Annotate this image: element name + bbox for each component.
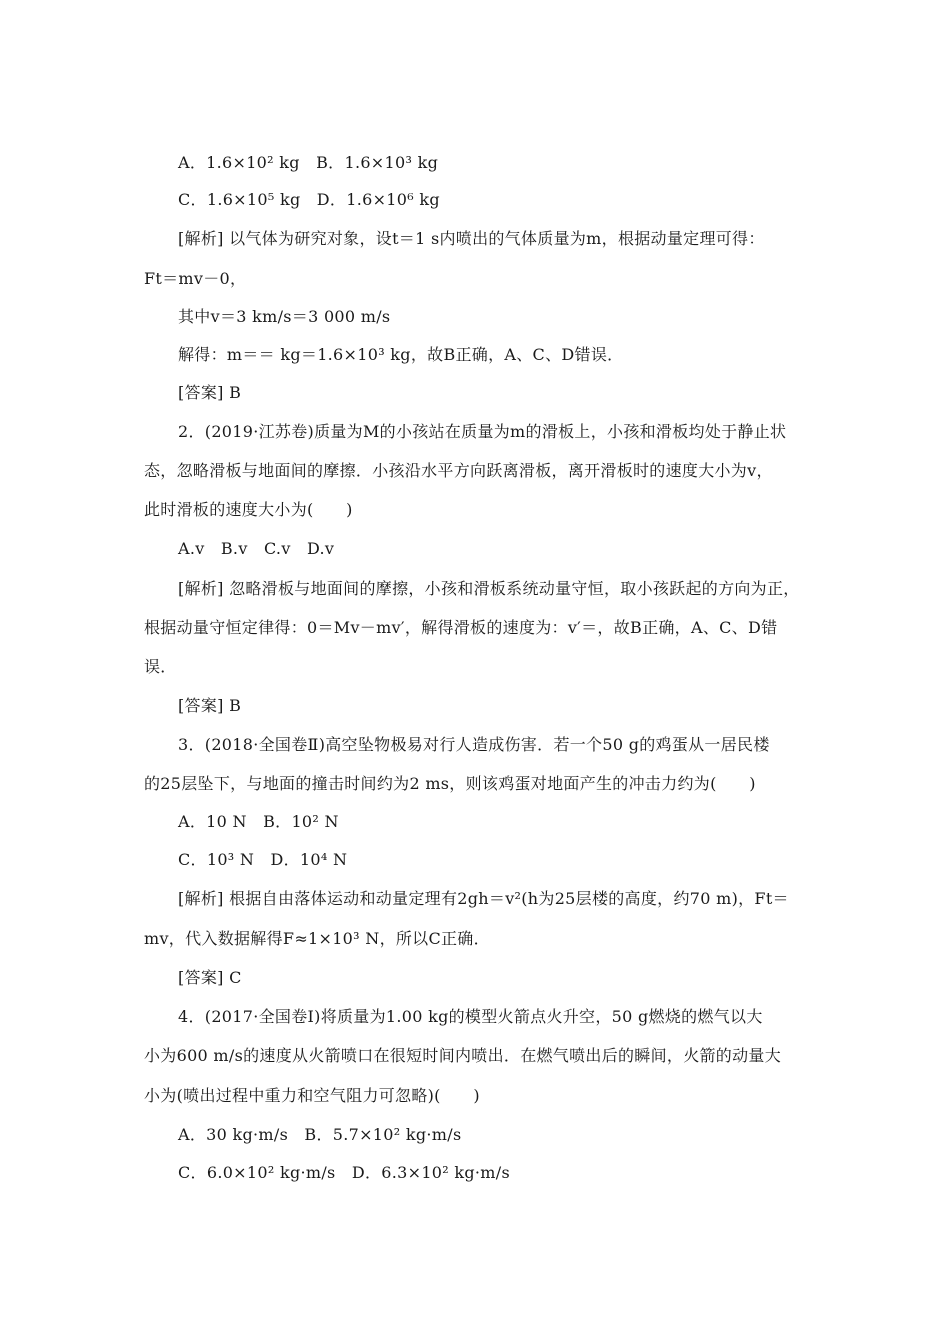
q4-stem-line-3: 小为(喷出过程中重力和空气阻力可忽略)( ) — [144, 1086, 480, 1105]
q3-options-cd: C．10³ N D．10⁴ N — [178, 850, 348, 869]
q2-stem-line-1: 2．(2019·江苏卷)质量为M的小孩站在质量为m的滑板上，小孩和滑板均处于静止状 — [178, 422, 787, 441]
q3-stem-line-1: 3．(2018·全国卷Ⅱ)高空坠物极易对行人造成伤害．若一个50 g的鸡蛋从一居民楼 — [178, 735, 770, 754]
q4-options-cd: C．6.0×10² kg·m/s D．6.3×10² kg·m/s — [178, 1163, 510, 1182]
q3-analysis-line-1: [解析] 根据自由落体运动和动量定理有2gh＝v²(h为25层楼的高度，约70 m)，Ft＝ — [178, 889, 789, 908]
q1-options-ab: A．1.6×10² kg B．1.6×10³ kg — [178, 153, 439, 172]
q4-options-ab: A．30 kg·m/s B．5.7×10² kg·m/s — [178, 1125, 462, 1144]
q1-analysis-line-3: 其中v＝3 km/s＝3 000 m/s — [178, 307, 391, 326]
q1-analysis-line-2: Ft＝mv－0， — [144, 269, 247, 288]
q4-stem-line-2: 小为600 m/s的速度从火箭喷口在很短时间内喷出．在燃气喷出后的瞬间，火箭的动量大 — [144, 1046, 781, 1065]
q2-answer: [答案] B — [178, 696, 242, 715]
q2-analysis-line-1: [解析] 忽略滑板与地面间的摩擦，小孩和滑板系统动量守恒，取小孩跃起的方向为正， — [178, 579, 800, 598]
q2-analysis-line-2: 根据动量守恒定律得：0＝Mv－mv′，解得滑板的速度为：v′＝，故B正确，A、C、D错 — [144, 618, 778, 637]
q3-stem-line-2: 的25层坠下，与地面的撞击时间约为2 ms，则该鸡蛋对地面产生的冲击力约为( ) — [144, 774, 756, 793]
q2-options: A.v B.v C.v D.v — [178, 539, 335, 558]
q4-stem-line-1: 4．(2017·全国卷Ⅰ)将质量为1.00 kg的模型火箭点火升空，50 g燃烧的燃气以大 — [178, 1007, 763, 1026]
q2-analysis-line-3: 误． — [144, 657, 177, 676]
q3-options-ab: A．10 N B．10² N — [178, 812, 339, 831]
q1-analysis-line-4: 解得：m＝＝ kg＝1.6×10³ kg，故B正确，A、C、D错误． — [178, 345, 624, 364]
q1-analysis-line-1: [解析] 以气体为研究对象，设t＝1 s内喷出的气体质量为m，根据动量定理可得： — [178, 229, 765, 248]
q3-answer: [答案] C — [178, 968, 242, 987]
q2-stem-line-2: 态，忽略滑板与地面间的摩擦．小孩沿水平方向跃离滑板，离开滑板时的速度大小为v， — [144, 461, 773, 480]
q1-answer: [答案] B — [178, 383, 242, 402]
q3-analysis-line-2: mv，代入数据解得F≈1×10³ N，所以C正确． — [144, 929, 490, 948]
q1-options-cd: C．1.6×10⁵ kg D．1.6×10⁶ kg — [178, 190, 440, 209]
q2-stem-line-3: 此时滑板的速度大小为( ) — [144, 500, 353, 519]
